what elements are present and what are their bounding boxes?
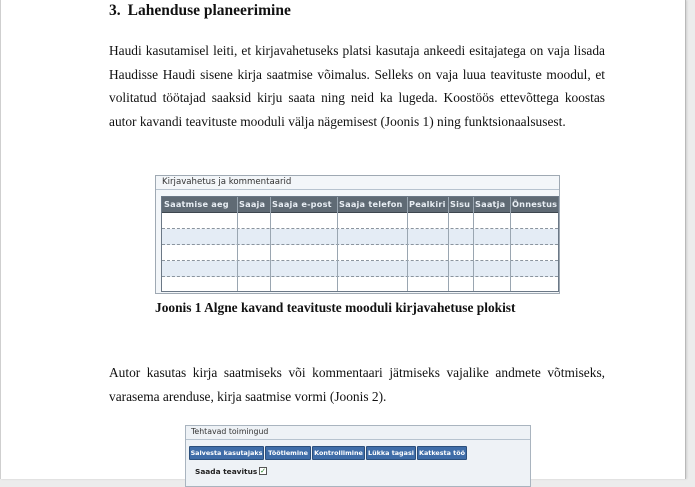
column-header-recipient: Saaja	[239, 199, 266, 209]
table-row	[162, 277, 558, 292]
column-header-success: Õnnestus	[512, 199, 558, 209]
save-as-user-button[interactable]: Salvesta kasutajaks	[189, 446, 264, 460]
figure-2-panel-title: Tehtavad toimingud	[191, 427, 269, 436]
column-divider	[473, 197, 474, 291]
processing-button[interactable]: Töötlemine	[265, 446, 311, 460]
column-header-sent-time: Saatmise aeg	[164, 199, 229, 209]
cancel-work-button[interactable]: Katkesta töö	[417, 446, 467, 460]
paragraph-second: Autor kasutas kirja saatmiseks või kommentaari jätmiseks vajalike andmete võtmiseks, varasema arenduse, kirja saatmise vormi (Joonis 2).	[109, 365, 605, 404]
section-number: 3.	[109, 2, 121, 19]
correspondence-table-header	[162, 197, 558, 213]
section-heading	[109, 2, 291, 20]
paragraph-intro: Haudi kasutamisel leiti, et kirjavahetuseks platsi kasutaja ankeedi esitajatega on vaja lisada Haudisse Haudi sisene kirja saatmise võimalus. Selleks on vaja luua teavituste moodul, et volitatud töötajad saaksid kirju saata ning neid ka lugeda. Koostöös ettevõttega koostas autor kavandi teavituste mooduli välja nägemisest (Joonis 1) ning funktsionaalsusest.	[109, 43, 605, 129]
send-notification-label: Saada teavitus	[195, 467, 258, 476]
column-header-recipient-phone: Saaja telefon	[339, 199, 403, 209]
figure-2-title-divider	[186, 439, 530, 440]
column-divider	[510, 197, 511, 291]
column-divider	[237, 197, 238, 291]
column-divider	[407, 197, 408, 291]
checking-button[interactable]: Kontrollimine	[312, 446, 365, 460]
correspondence-table	[161, 196, 559, 292]
column-header-content: Sisu	[450, 199, 471, 209]
section-title: Lahenduse planeerimine	[127, 2, 291, 19]
column-header-recipient-email: Saaja e-post	[272, 199, 332, 209]
figure-2-mockup	[185, 425, 531, 487]
column-header-sender: Saatja	[475, 199, 506, 209]
figure-1-title-divider	[156, 189, 559, 190]
figure-1-panel-title: Kirjavahetus ja kommentaarid	[162, 177, 292, 187]
column-header-subject: Pealkiri	[409, 199, 446, 209]
table-row	[162, 213, 558, 229]
send-notification-checkbox[interactable]: ✓	[260, 467, 266, 475]
column-divider	[337, 197, 338, 291]
reject-button[interactable]: Lükka tagasi	[366, 446, 416, 460]
table-row	[162, 245, 558, 261]
column-divider	[448, 197, 449, 291]
figure-1-caption: Joonis 1 Algne kavand teavituste mooduli kirjavahetuse plokist	[155, 300, 516, 315]
table-row	[162, 261, 558, 277]
figure-1-mockup	[155, 175, 560, 294]
column-divider	[270, 197, 271, 291]
table-row	[162, 229, 558, 245]
